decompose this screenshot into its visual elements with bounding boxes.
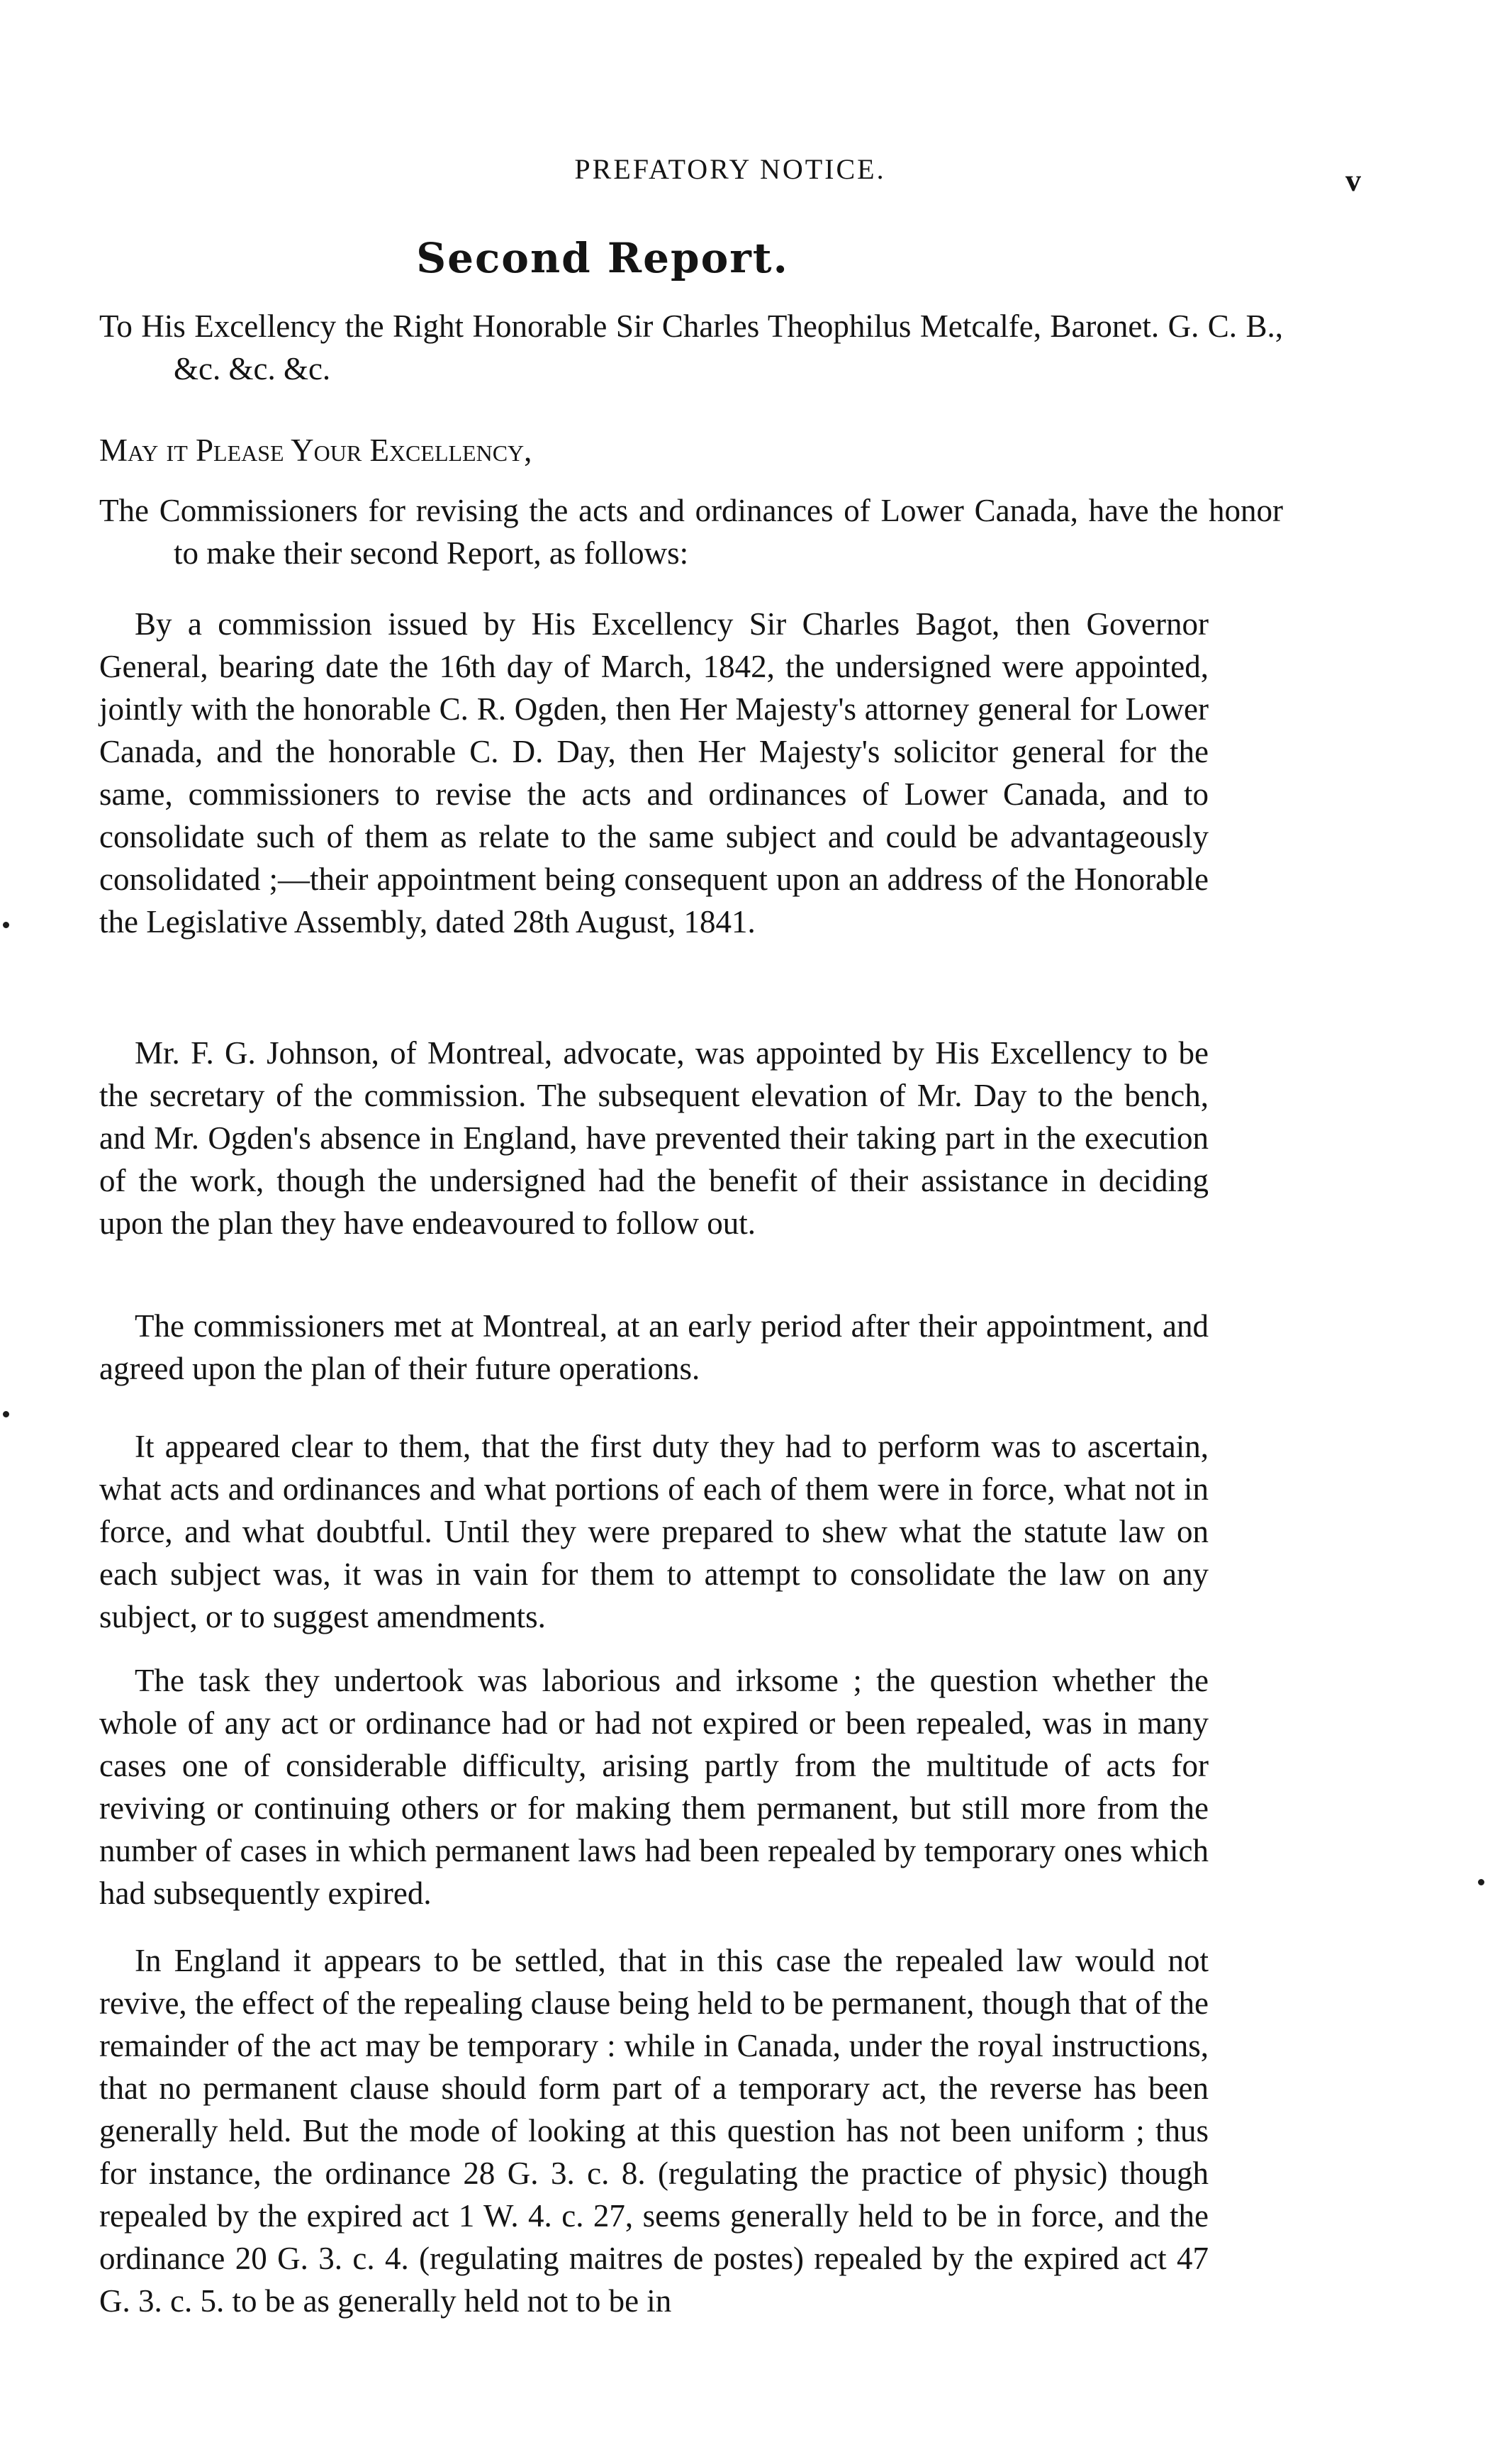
paragraph-task: The task they undertook was laborious and irksome ; the question whether the whole of any act or ordinance had or had not expired or been repealed, was in many cases one of considerable difficulty, arising partly from the multitude of acts for reviving or continuing others or for making them permanent, but still more from the number of cases in which permanent laws had been repealed by temporary ones which had subsequently expired. xyxy=(99,1663,1209,1911)
page-number: v xyxy=(1345,163,1361,198)
intro-paragraph: The Commissioners for revising the acts and ordinances of Lower Canada, have the honor to make their second Report, as follows: xyxy=(99,493,1283,571)
margin-speck xyxy=(1478,1879,1484,1885)
paragraph-england: In England it appears to be settled, that in this case the repealed law would not revive, the effect of the repealing clause being held to be permanent, though that of the remainder of the act may be temporary : while in Canada, under the royal instructions, that no permanent clause should form part of a temporary act, the reverse has been generally held. But the mode of looking at this question has not been uniform ; thus for instance, the ordinance 28 G. 3. c. 8. (regulating the practice of physic) though repealed by the expired act 1 W. 4. c. 27, seems generally held to be in force, and the ordinance 20 G. 3. c. 4. (regulating maitres de postes) repealed by the expired act 47 G. 3. c. 5. to be as generally held not to be in xyxy=(99,1943,1209,2319)
margin-speck xyxy=(3,922,9,928)
running-title: PREFATORY NOTICE. xyxy=(574,153,886,185)
paragraph-meeting: The commissioners met at Montreal, at an early period after their appointment, and agreed upon the plan of their future operations. xyxy=(99,1308,1209,1386)
address-text: To His Excellency the Right Honorable Sir Charles Theophilus Metcalfe, Baronet. G. C. B., &c. &c. &c. xyxy=(99,308,1283,386)
paragraph-commission: By a commission issued by His Excellency Sir Charles Bagot, then Governor General, bearing date the 16th day of March, 1842, the undersigned were appointed, jointly with the honorable C. R. Ogden, then Her Majesty's attorney general for Lower Canada, and the honorable C. D. Day, then Her Majesty's solicitor general for the same, commissioners to revise the acts and ordinances of Lower Canada, and to consolidate such of them as relate to the same subject and could be advantageously consolidated ;—their appointment being consequent upon an address of the Honorable the Legislative Assembly, dated 28th August, 1841. xyxy=(99,606,1209,940)
paragraph-secretary: Mr. F. G. Johnson, of Montreal, advocate, was appointed by His Excellency to be the secretary of the commission. The subsequent elevation of Mr. Day to the bench, and Mr. Ogden's absence in England, have prevented their taking part in the execution of the work, though the undersigned had the benefit of their assistance in deciding upon the plan they have endeavoured to follow out. xyxy=(99,1035,1209,1241)
address-line xyxy=(99,305,1283,390)
salutation: May it Please Your Excellency, xyxy=(99,433,532,468)
paragraph-first-duty: It appeared clear to them, that the first duty they had to perform was to ascertain, what acts and ordinances and what portions of each of them were in force, what not in force, and what doubtful. Until they were prepared to shew what the statute law on each subject was, it was in vain for them to attempt to consolidate the law on any subject, or to suggest amendments. xyxy=(99,1429,1209,1634)
running-header xyxy=(99,152,1361,198)
margin-speck xyxy=(3,1411,9,1417)
section-title: Second Report. xyxy=(416,234,789,282)
